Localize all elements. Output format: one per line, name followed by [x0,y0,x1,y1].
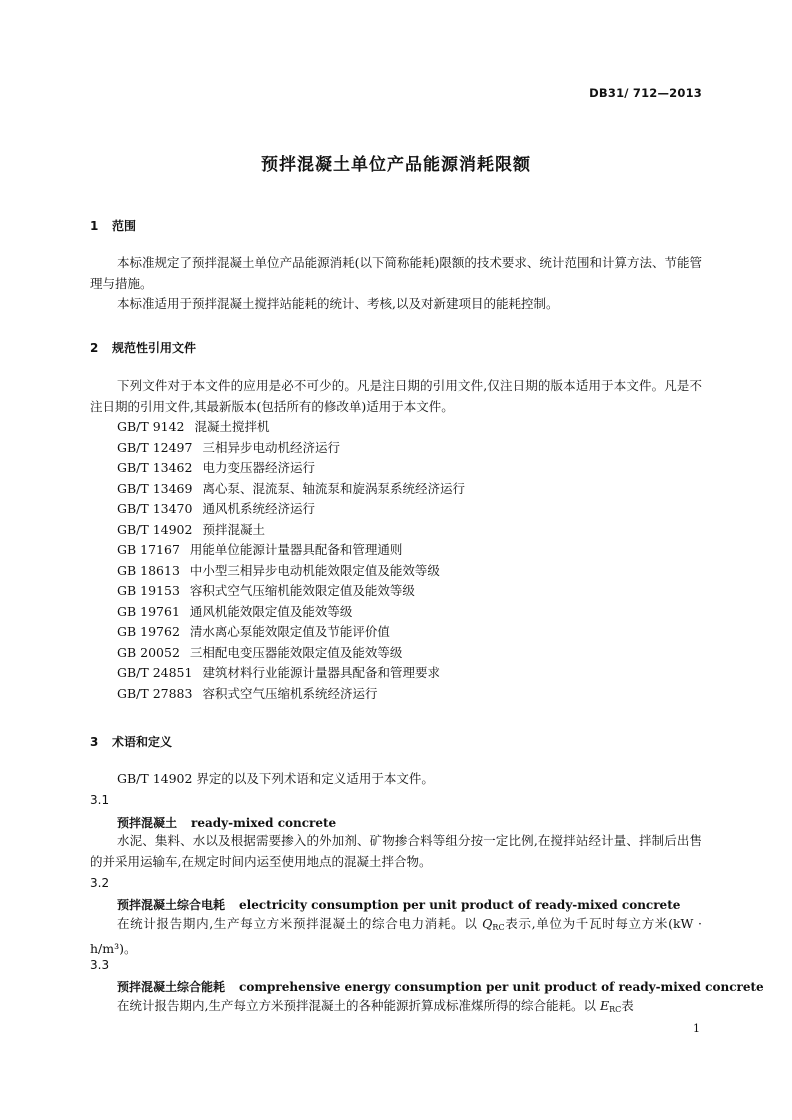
reference-code: GB 19761 [117,603,180,619]
reference-title: 三相配电变压器能效限定值及能效等级 [189,644,403,660]
section-title: 规范性引用文件 [112,341,197,355]
reference-code: GB 19153 [117,583,180,598]
section-title: 范围 [112,219,137,233]
term-number: 3.3 [90,958,110,972]
reference-title: 建筑材料行业能源计量器具配备和管理要求 [202,665,440,680]
list-item [117,622,465,643]
reference-list [117,417,465,704]
symbol-subscript: RC [492,923,505,932]
term-definition [90,996,702,1021]
section-number: 1 [90,219,99,233]
standard-code: DB31/ 712—2013 [589,86,702,100]
page-number: 1 [693,1022,700,1035]
reference-title: 混凝土搅拌机 [194,419,270,434]
reference-code: GB/T 24851 [117,665,193,680]
reference-code: GB/T 13462 [117,460,193,475]
symbol: E [599,998,610,1013]
reference-code: GB/T 12497 [117,439,193,455]
reference-code: GB/T 27883 [117,685,193,701]
section-2-heading [90,339,196,356]
reference-code: GB 17167 [117,542,180,557]
definition-text: 在统计报告期内,生产每立方米预拌混凝土的各种能源折算成标准煤所得的综合能耗。以 [117,998,600,1013]
list-item [117,540,465,561]
paragraph: 下列文件对于本文件的应用是必不可少的。凡是注日期的引用文件,仅注日期的版本适用于本文件。凡是不注日期的引用文件,其最新版本(包括所有的修改单)适用于本文件。 [90,378,702,414]
definition-text: 表 [621,998,634,1013]
document-title: 预拌混凝土单位产品能源消耗限额 [261,155,531,175]
list-item [117,581,465,602]
term-heading [117,814,336,831]
reference-title: 离心泵、混流泵、轴流泵和旋涡泵系统经济运行 [202,480,465,496]
list-item [117,643,465,664]
list-item [117,663,465,684]
reference-title: 清水离心泵能效限定值及节能评价值 [189,624,390,639]
reference-title: 中小型三相异步电动机能效限定值及能效等级 [189,562,440,578]
section-number: 2 [90,341,99,355]
list-item [117,438,465,459]
reference-title: 通风机能效限定值及能效等级 [189,603,353,619]
reference-title: 容积式空气压缩机能效限定值及能效等级 [189,583,415,598]
reference-title: 预拌混凝土 [202,521,265,537]
list-item [117,458,465,479]
reference-title: 电力变压器经济运行 [202,460,315,475]
section-1-heading [90,217,136,234]
reference-title: 通风机系统经济运行 [202,501,315,516]
section-number: 3 [90,735,99,749]
term-definition [90,914,702,959]
term-number: 3.2 [90,876,110,890]
reference-code: GB 20052 [117,644,180,660]
term-english: ready-mixed concrete [191,816,337,830]
term-chinese: 预拌混凝土综合电耗 [117,898,226,912]
list-item [117,602,465,623]
reference-code: GB/T 13470 [117,501,193,516]
symbol: Q [482,916,493,931]
reference-code: GB 19762 [117,624,180,639]
reference-code: GB/T 14902 [117,521,193,537]
term-heading [117,896,680,913]
paragraph: GB/T 14902 界定的以及下列术语和定义适用于本文件。 [117,771,434,786]
term-chinese: 预拌混凝土综合能耗 [117,980,226,994]
term-definition: 水泥、集料、水以及根据需要掺入的外加剂、矿物掺合料等组分按一定比例,在搅拌站经计量、拌制后出售的并采用运输车,在规定时间内运至使用地点的混凝土拌合物。 [90,833,702,869]
term-number: 3.1 [90,793,110,807]
paragraph: 本标准规定了预拌混凝土单位产品能源消耗(以下简称能耗)限额的技术要求、统计范围和计算方法、节能管理与措施。 [90,255,702,291]
list-item [117,520,465,541]
reference-title: 三相异步电动机经济运行 [202,439,340,455]
section-3-heading [90,733,172,750]
reference-title: 用能单位能源计量器具配备和管理通则 [189,542,403,557]
term-english: electricity consumption per unit product of ready-mixed concrete [239,898,681,912]
reference-title: 容积式空气压缩机系统经济运行 [202,685,378,701]
term-chinese: 预拌混凝土 [117,816,178,830]
list-item [117,561,465,582]
reference-code: GB 18613 [117,562,180,578]
term-english: comprehensive energy consumption per unit product of ready-mixed concrete [239,980,764,994]
reference-code: GB/T 9142 [117,419,185,434]
reference-code: GB/T 13469 [117,480,193,496]
paragraph: 本标准适用于预拌混凝土搅拌站能耗的统计、考核,以及对新建项目的能耗控制。 [117,296,559,311]
section-title: 术语和定义 [112,735,173,749]
list-item [117,479,465,500]
definition-text: 在统计报告期内,生产每立方米预拌混凝土的综合电力消耗。以 [117,916,483,931]
list-item [117,684,465,705]
list-item [117,499,465,520]
symbol-subscript: RC [609,1005,622,1014]
list-item [117,417,465,438]
term-heading [117,978,764,995]
definition-text: 表示,单位为千瓦时每立方米(kW · h/m³)。 [90,916,702,956]
